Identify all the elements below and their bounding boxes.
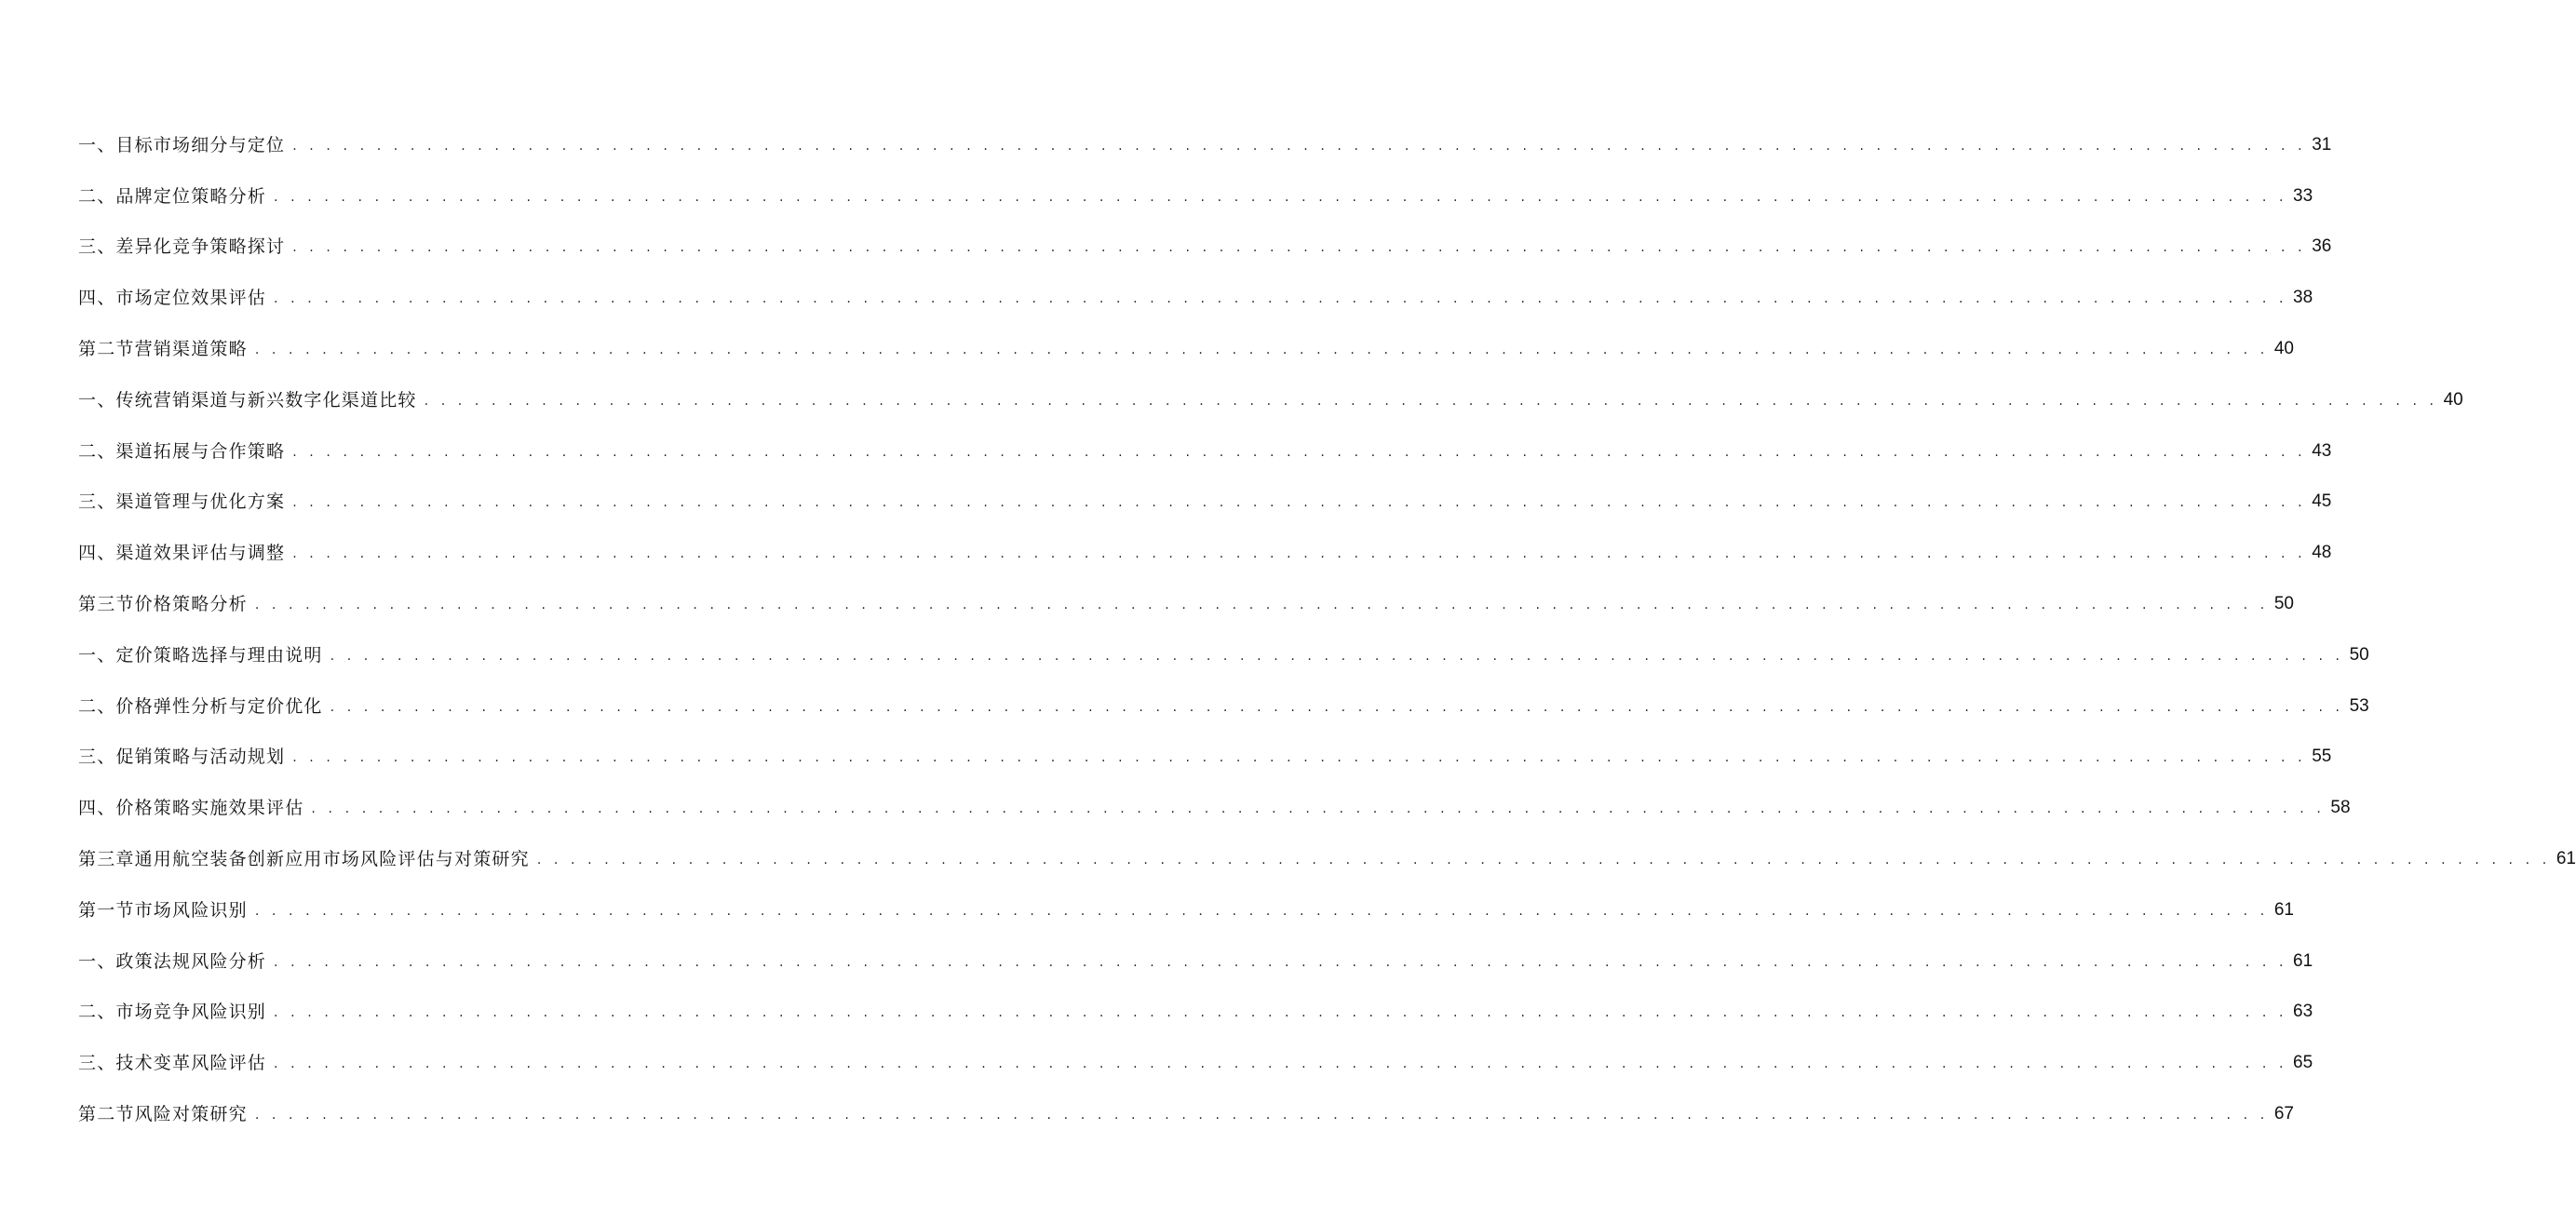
toc-entry[interactable]	[78, 719, 2332, 770]
toc-entry[interactable]	[78, 464, 2332, 515]
toc-entry[interactable]	[78, 974, 2313, 1025]
toc-entry-page-number: 38	[2293, 288, 2313, 308]
toc-entry-page-number: 43	[2312, 440, 2332, 461]
dot-leader: . . . . . . . . . . . . . . . . . . . . . . . . . . . . . . . . . . . . . . . . . . . . . . . . . . . . . . . . . . . . . . . . . . . . . . . . . . . . . . . . . . . . . . . . . . . . . . . . . . . . . . . . . . . . . . . . . . . . . . . .	[292, 138, 2307, 154]
dot-leader: . . . . . . . . . . . . . . . . . . . . . . . . . . . . . . . . . . . . . . . . . . . . . . . . . . . . . . . . . . . . . . . . . . . . . . . . . . . . . . . . . . . . . . . . . . . . . . . . . . . . . . . . . . . . . . . . . . . . . . . .	[330, 699, 2344, 715]
dot-leader: . . . . . . . . . . . . . . . . . . . . . . . . . . . . . . . . . . . . . . . . . . . . . . . . . . . . . . . . . . . . . . . . . . . . . . . . . . . . . . . . . . . . . . . . . . . . . . . . . . . . . . . . . . . . . . . . . . . . . . . .	[254, 1107, 2269, 1123]
toc-entry-title: 三、技术变革风险评估	[78, 1053, 267, 1074]
toc-entry-page-number: 61	[2293, 950, 2313, 971]
toc-entry[interactable]	[78, 361, 2463, 412]
toc-entry[interactable]	[78, 1075, 2294, 1126]
dot-leader: . . . . . . . . . . . . . . . . . . . . . . . . . . . . . . . . . . . . . . . . . . . . . . . . . . . . . . . . . . . . . . . . . . . . . . . . . . . . . . . . . . . . . . . . . . . . . . . . . . . . . . . . . . . . . . . . . . . . . . . .	[274, 291, 2288, 307]
toc-entry-page-number: 65	[2293, 1053, 2313, 1073]
toc-entry-title: 第一节市场风险识别	[78, 899, 248, 921]
dot-leader: . . . . . . . . . . . . . . . . . . . . . . . . . . . . . . . . . . . . . . . . . . . . . . . . . . . . . . . . . . . . . . . . . . . . . . . . . . . . . . . . . . . . . . . . . . . . . . . . . . . . . . . . . . . . . . . . . . . . . . . .	[292, 546, 2307, 562]
toc-entry-title: 一、政策法规风险分析	[78, 950, 267, 972]
dot-leader: . . . . . . . . . . . . . . . . . . . . . . . . . . . . . . . . . . . . . . . . . . . . . . . . . . . . . . . . . . . . . . . . . . . . . . . . . . . . . . . . . . . . . . . . . . . . . . . . . . . . . . . . . . . . . . . . . . . . . . . .	[254, 342, 2269, 357]
toc-entry-title: 三、促销策略与活动规划	[78, 747, 286, 768]
toc-entry-page-number: 40	[2273, 338, 2294, 358]
toc-entry-title: 四、渠道效果评估与调整	[78, 543, 286, 564]
toc-entry[interactable]	[78, 871, 2294, 922]
toc-entry-title: 二、价格弹性分析与定价优化	[78, 695, 323, 717]
toc-entry-page-number: 45	[2312, 491, 2332, 512]
toc-entry-page-number: 61	[2273, 899, 2294, 920]
dot-leader: . . . . . . . . . . . . . . . . . . . . . . . . . . . . . . . . . . . . . . . . . . . . . . . . . . . . . . . . . . . . . . . . . . . . . . . . . . . . . . . . . . . . . . . . . . . . . . . . . . . . . . . . . . . . . . . . . . . . . . . .	[536, 852, 2551, 868]
toc-entry[interactable]	[78, 769, 2351, 820]
toc-entry-page-number: 31	[2312, 134, 2332, 155]
toc-entry-page-number: 67	[2273, 1103, 2294, 1124]
toc-entry-title: 第三章通用航空装备创新应用市场风险评估与对策研究	[78, 848, 530, 869]
toc-entry-page-number: 50	[2273, 593, 2294, 613]
toc-entry[interactable]	[78, 514, 2332, 565]
toc-entry[interactable]	[78, 310, 2294, 361]
toc-entry-title: 二、市场竞争风险识别	[78, 1002, 267, 1023]
toc-entry-page-number: 40	[2443, 389, 2463, 410]
toc-entry[interactable]	[78, 820, 2576, 871]
toc-entry-title: 三、差异化竞争策略探讨	[78, 236, 286, 258]
toc-entry-title: 三、渠道管理与优化方案	[78, 491, 286, 513]
toc-entry-title: 第二节风险对策研究	[78, 1103, 248, 1124]
dot-leader: . . . . . . . . . . . . . . . . . . . . . . . . . . . . . . . . . . . . . . . . . . . . . . . . . . . . . . . . . . . . . . . . . . . . . . . . . . . . . . . . . . . . . . . . . . . . . . . . . . . . . . . . . . . . . . . . . . . . . . . .	[292, 495, 2307, 511]
toc-entry-page-number: 36	[2312, 236, 2332, 257]
toc-entry-page-number: 50	[2349, 644, 2369, 665]
toc-entry[interactable]	[78, 667, 2369, 719]
dot-leader: . . . . . . . . . . . . . . . . . . . . . . . . . . . . . . . . . . . . . . . . . . . . . . . . . . . . . . . . . . . . . . . . . . . . . . . . . . . . . . . . . . . . . . . . . . . . . . . . . . . . . . . . . . . . . . . . . . . . . . . .	[292, 240, 2307, 256]
toc-entry[interactable]	[78, 922, 2313, 974]
toc-entry-title: 一、传统营销渠道与新兴数字化渠道比较	[78, 389, 417, 410]
toc-entry-title: 四、市场定位效果评估	[78, 288, 267, 309]
toc-entry[interactable]	[78, 209, 2332, 260]
toc-entry[interactable]	[78, 106, 2332, 157]
dot-leader: . . . . . . . . . . . . . . . . . . . . . . . . . . . . . . . . . . . . . . . . . . . . . . . . . . . . . . . . . . . . . . . . . . . . . . . . . . . . . . . . . . . . . . . . . . . . . . . . . . . . . . . . . . . . . . . . . . . . . . . .	[254, 597, 2269, 612]
toc-entry-page-number: 61	[2556, 848, 2576, 868]
toc-entry-title: 第三节价格策略分析	[78, 593, 248, 614]
dot-leader: . . . . . . . . . . . . . . . . . . . . . . . . . . . . . . . . . . . . . . . . . . . . . . . . . . . . . . . . . . . . . . . . . . . . . . . . . . . . . . . . . . . . . . . . . . . . . . . . . . . . . . . . . . . . . . . . . . . . . . . .	[254, 903, 2269, 919]
dot-leader: . . . . . . . . . . . . . . . . . . . . . . . . . . . . . . . . . . . . . . . . . . . . . . . . . . . . . . . . . . . . . . . . . . . . . . . . . . . . . . . . . . . . . . . . . . . . . . . . . . . . . . . . . . . . . . . . . . . . . . . .	[292, 444, 2307, 460]
dot-leader: . . . . . . . . . . . . . . . . . . . . . . . . . . . . . . . . . . . . . . . . . . . . . . . . . . . . . . . . . . . . . . . . . . . . . . . . . . . . . . . . . . . . . . . . . . . . . . . . . . . . . . . . . . . . . . . . . . . . . . . .	[274, 1056, 2288, 1072]
toc-entry-title: 第二节营销渠道策略	[78, 338, 248, 359]
toc-entry-page-number: 58	[2330, 798, 2351, 818]
toc-entry-title: 二、品牌定位策略分析	[78, 185, 267, 207]
dot-leader: . . . . . . . . . . . . . . . . . . . . . . . . . . . . . . . . . . . . . . . . . . . . . . . . . . . . . . . . . . . . . . . . . . . . . . . . . . . . . . . . . . . . . . . . . . . . . . . . . . . . . . . . . . . . . . . . . . . . . . . .	[274, 189, 2288, 205]
toc-entry-page-number: 48	[2312, 543, 2332, 563]
toc-entry-page-number: 55	[2312, 747, 2332, 767]
dot-leader: . . . . . . . . . . . . . . . . . . . . . . . . . . . . . . . . . . . . . . . . . . . . . . . . . . . . . . . . . . . . . . . . . . . . . . . . . . . . . . . . . . . . . . . . . . . . . . . . . . . . . . . . . . . . . . . . . . . . . . . .	[274, 1005, 2288, 1021]
dot-leader: . . . . . . . . . . . . . . . . . . . . . . . . . . . . . . . . . . . . . . . . . . . . . . . . . . . . . . . . . . . . . . . . . . . . . . . . . . . . . . . . . . . . . . . . . . . . . . . . . . . . . . . . . . . . . . . . . . . . . . . .	[311, 801, 2326, 817]
toc-entry-page-number: 53	[2349, 695, 2369, 716]
dot-leader: . . . . . . . . . . . . . . . . . . . . . . . . . . . . . . . . . . . . . . . . . . . . . . . . . . . . . . . . . . . . . . . . . . . . . . . . . . . . . . . . . . . . . . . . . . . . . . . . . . . . . . . . . . . . . . . . . . . . . . . .	[330, 648, 2344, 664]
toc-entry[interactable]	[78, 565, 2294, 616]
toc-entry-title: 四、价格策略实施效果评估	[78, 798, 304, 819]
dot-leader: . . . . . . . . . . . . . . . . . . . . . . . . . . . . . . . . . . . . . . . . . . . . . . . . . . . . . . . . . . . . . . . . . . . . . . . . . . . . . . . . . . . . . . . . . . . . . . . . . . . . . . . . . . . . . . . . . . . . . . . .	[292, 750, 2307, 766]
toc-entry-title: 一、定价策略选择与理由说明	[78, 644, 323, 666]
toc-entry-page-number: 63	[2293, 1002, 2313, 1022]
dot-leader: . . . . . . . . . . . . . . . . . . . . . . . . . . . . . . . . . . . . . . . . . . . . . . . . . . . . . . . . . . . . . . . . . . . . . . . . . . . . . . . . . . . . . . . . . . . . . . . . . . . . . . . . . . . . . . . . . . . . . . . .	[274, 954, 2288, 970]
toc-entry[interactable]	[78, 616, 2369, 667]
toc-entry[interactable]	[78, 1024, 2313, 1075]
toc-entry[interactable]	[78, 412, 2332, 464]
toc-entry[interactable]	[78, 259, 2313, 310]
toc-entry-page-number: 33	[2293, 185, 2313, 206]
toc-entry-title: 一、目标市场细分与定位	[78, 134, 286, 155]
dot-leader: . . . . . . . . . . . . . . . . . . . . . . . . . . . . . . . . . . . . . . . . . . . . . . . . . . . . . . . . . . . . . . . . . . . . . . . . . . . . . . . . . . . . . . . . . . . . . . . . . . . . . . . . . . . . . . . . . . . . . . . .	[424, 393, 2438, 409]
table-of-contents	[78, 106, 2576, 1126]
toc-entry-title: 二、渠道拓展与合作策略	[78, 440, 286, 462]
toc-entry[interactable]	[78, 157, 2313, 209]
